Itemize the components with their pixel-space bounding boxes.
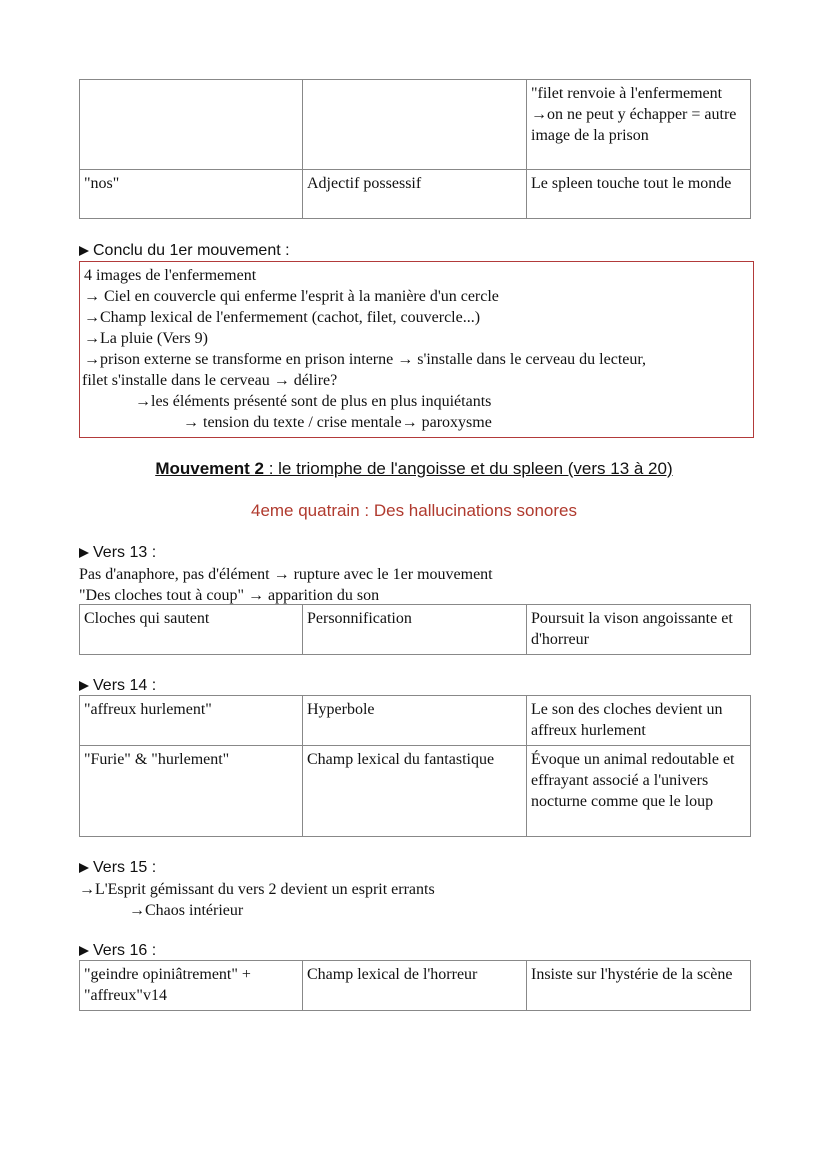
table-row [80, 605, 751, 655]
vers13-heading [79, 543, 750, 563]
vers15-heading [79, 858, 750, 878]
mouvement-2-title-bold: Mouvement 2 [155, 459, 264, 478]
conclu-line: →La pluie (Vers 9) [84, 330, 208, 347]
mouvement-2-title-rest: : le triomphe de l'angoisse et du spleen (vers 13 à 20) [263, 459, 673, 478]
vers15-notes [79, 879, 750, 921]
table-cell: Champ lexical du fantastique [303, 746, 527, 837]
triangle-bullet-icon [79, 681, 89, 691]
vers15-line: →Chaos intérieur [129, 902, 244, 919]
vers15-heading-text: Vers 15 : [93, 859, 157, 876]
triangle-bullet-icon [79, 548, 89, 558]
vers15-line: →L'Esprit gémissant du vers 2 devient un esprit errants [79, 881, 435, 898]
table-cell: "affreux hurlement" [80, 696, 303, 746]
conclu-line: 4 images de l'enfermement [84, 267, 257, 284]
vers13-table [79, 604, 751, 655]
vers14-heading-text: Vers 14 : [93, 677, 157, 694]
conclu-line: → tension du texte / crise mentale→ paroxysme [183, 414, 492, 431]
quatrain-subtitle: 4eme quatrain : Des hallucinations sonores [250, 501, 578, 520]
table-cell: Évoque un animal redoutable et effrayant associé a l'univers nocturne comme que le loup [527, 746, 751, 837]
table-cell: Champ lexical de l'horreur [303, 961, 527, 1011]
vers13-line: Pas d'anaphore, pas d'élément → rupture avec le 1er mouvement [79, 566, 493, 583]
table-cell [80, 80, 303, 170]
mouvement-2-title [0, 459, 828, 479]
table-cell: Le spleen touche tout le monde [527, 170, 751, 219]
analysis-table [79, 79, 751, 219]
table-cell: "filet renvoie à l'enfermement →on ne peut y échapper = autre image de la prison [527, 80, 751, 170]
vers16-table [79, 960, 751, 1011]
table-cell: Personnification [303, 605, 527, 655]
vers16-heading [79, 941, 750, 961]
table-cell: Le son des cloches devient un affreux hurlement [527, 696, 751, 746]
table-cell: Cloches qui sautent [80, 605, 303, 655]
table-cell: "nos" [80, 170, 303, 219]
vers13-table-section [79, 604, 750, 655]
conclu-heading [79, 240, 750, 262]
table-row [80, 696, 751, 746]
table-top-section [79, 79, 750, 219]
triangle-bullet-icon [79, 946, 89, 956]
table-cell: Insiste sur l'hystérie de la scène [527, 961, 751, 1011]
triangle-bullet-icon [79, 246, 89, 256]
conclu-line: →prison externe se transforme en prison interne → s'installe dans le cerveau du lecteur, [84, 351, 647, 368]
vers13-notes [79, 564, 750, 606]
conclu-line: filet s'installe dans le cerveau → délire? [82, 372, 338, 389]
conclu-heading-text: Conclu du 1er mouvement : [93, 242, 290, 259]
table-cell: Adjectif possessif [303, 170, 527, 219]
table-cell [303, 80, 527, 170]
table-row [80, 80, 751, 170]
table-cell: Poursuit la vison angoissante et d'horreur [527, 605, 751, 655]
conclu-box [79, 261, 754, 438]
table-row [80, 170, 751, 219]
vers13-heading-text: Vers 13 : [93, 544, 157, 561]
table-row [80, 746, 751, 837]
vers14-table-section [79, 695, 750, 837]
vers14-heading [79, 676, 750, 696]
table-cell: Hyperbole [303, 696, 527, 746]
vers16-heading-text: Vers 16 : [93, 942, 157, 959]
vers16-table-section [79, 960, 750, 1011]
table-row [80, 961, 751, 1011]
table-cell: "geindre opiniâtrement" + "affreux"v14 [80, 961, 303, 1011]
triangle-bullet-icon [79, 863, 89, 873]
conclu-line: → Ciel en couvercle qui enferme l'esprit à la manière d'un cercle [84, 288, 499, 305]
conclu-line: →les éléments présenté sont de plus en plus inquiétants [135, 393, 492, 410]
table-cell: "Furie" & "hurlement" [80, 746, 303, 837]
vers13-line: "Des cloches tout à coup" → apparition du son [79, 587, 380, 604]
conclu-line: →Champ lexical de l'enfermement (cachot, filet, couvercle...) [84, 309, 481, 326]
vers14-table [79, 695, 751, 837]
